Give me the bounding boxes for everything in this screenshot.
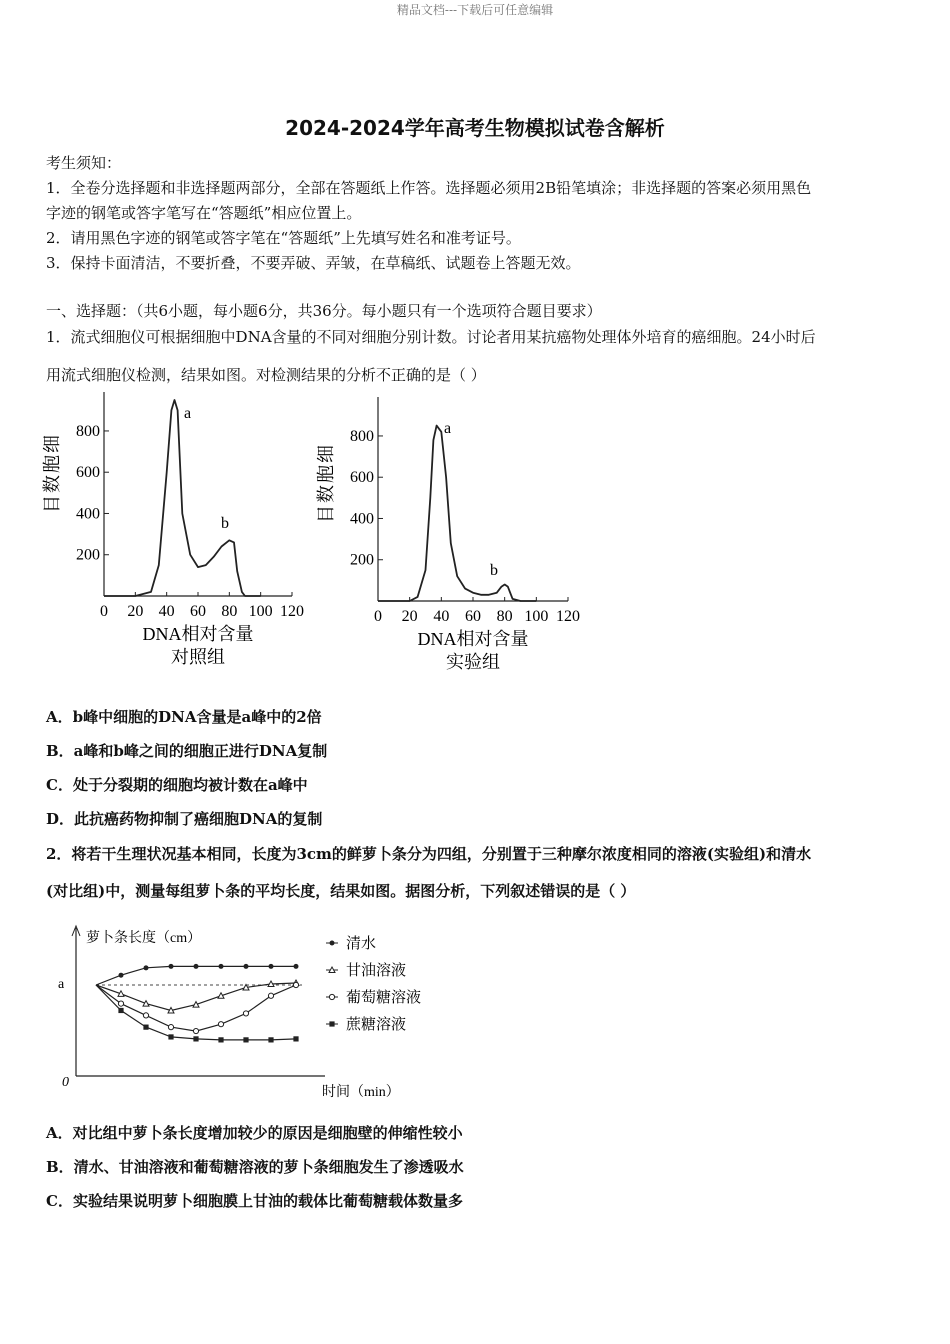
data-point — [143, 1025, 148, 1030]
q2-option-b: B．清水、甘油溶液和葡萄糖溶液的萝卜条细胞发生了渗透吸水 — [46, 1158, 464, 1176]
data-point — [243, 1037, 248, 1042]
x-tick-label: 100 — [248, 603, 273, 620]
section-heading: 一、选择题：（共6小题，每小题6分，共36分。每小题只有一个选项符合题目要求） — [46, 302, 602, 320]
q1-option-b: B．a峰和b峰之间的细胞正进行DNA复制 — [46, 742, 328, 760]
peak-label-a: a — [184, 405, 192, 422]
y-axis-label-char: 数 — [316, 485, 336, 503]
y-tick-label: 600 — [350, 469, 374, 487]
x-axis-label: DNA相对含量 — [142, 624, 254, 644]
data-point — [218, 1022, 223, 1027]
q2-stem: (对比组)中，测量每组萝卜条的平均长度，结果如图。据图分析，下列叙述错误的是（ ） — [46, 882, 636, 900]
legend-marker — [330, 941, 335, 946]
data-point — [268, 993, 273, 998]
x-tick-label: 60 — [465, 608, 481, 625]
x-tick-label: 120 — [280, 603, 304, 620]
y-tick-label: 800 — [76, 422, 100, 440]
x-tick-label: 40 — [158, 603, 175, 620]
data-curve — [378, 426, 536, 601]
q1-charts — [40, 388, 600, 678]
legend-label: 清水 — [346, 936, 377, 952]
y-axis-label: 萝卜条长度（cm） — [86, 931, 202, 946]
notice-item: 1．全卷分选择题和非选择题两部分，全部在答题纸上作答。选择题必须用2B铅笔填涂；非选择题的答案必须用黑色 — [46, 179, 812, 197]
legend-label: 葡萄糖溶液 — [346, 990, 422, 1006]
data-point — [194, 964, 199, 969]
x-tick-label: 0 — [100, 603, 108, 620]
data-point — [219, 964, 224, 969]
chart-title: 对照组 — [171, 647, 225, 667]
q1-option-a: A．b峰中细胞的DNA含量是a峰中的2倍 — [46, 708, 322, 726]
series-line — [96, 966, 296, 985]
q2-option-a: A．对比组中萝卜条长度增加较少的原因是细胞壁的伸缩性较小 — [46, 1124, 463, 1142]
data-point — [294, 964, 299, 969]
x-tick-label: 120 — [556, 608, 580, 625]
x-tick-label: 20 — [401, 608, 418, 625]
chart-title: 实验组 — [446, 652, 500, 672]
x-axis-label: 时间（min） — [322, 1085, 400, 1100]
data-curve — [104, 400, 261, 596]
series-line — [96, 985, 296, 1031]
chart-experiment — [316, 397, 580, 672]
y-tick-label: 600 — [76, 464, 100, 482]
q2-chart — [40, 918, 440, 1108]
y-axis-label-char: 目 — [316, 505, 336, 523]
data-point — [119, 973, 124, 978]
chart-control — [42, 392, 304, 667]
legend-label: 蔗糖溶液 — [346, 1017, 407, 1033]
y-axis-label-char: 细 — [316, 445, 336, 463]
data-point — [218, 1037, 223, 1042]
x-tick-label: 80 — [221, 603, 238, 620]
data-point — [169, 964, 174, 969]
data-point — [269, 964, 274, 969]
y-axis-label-char: 数 — [42, 475, 62, 493]
x-axis-label: DNA相对含量 — [417, 629, 529, 649]
data-point — [293, 982, 298, 987]
peak-label-b: b — [221, 515, 229, 532]
legend-label: 甘油溶液 — [346, 963, 407, 979]
data-point — [168, 1034, 173, 1039]
y-tick-label: 400 — [76, 505, 100, 523]
data-point — [293, 1036, 298, 1041]
legend-marker — [329, 1021, 334, 1026]
peak-label-a: a — [444, 420, 452, 437]
data-point — [118, 1008, 123, 1013]
q1-option-c: C．处于分裂期的细胞均被计数在a峰中 — [46, 776, 308, 794]
notice-heading: 考生须知： — [46, 154, 122, 172]
y-tick-label: 200 — [76, 546, 100, 564]
x-tick-label: 40 — [433, 608, 450, 625]
peak-label-b: b — [490, 562, 498, 579]
y-axis-label-char: 胞 — [42, 455, 62, 473]
x-tick-label: 20 — [127, 603, 144, 620]
data-point — [193, 1028, 198, 1033]
q1-option-d: D．此抗癌药物抑制了癌细胞DNA的复制 — [46, 810, 323, 828]
y-tick-label: 800 — [350, 427, 374, 445]
origin-label: 0 — [62, 1075, 69, 1090]
data-point — [168, 1025, 173, 1030]
data-point — [243, 1011, 248, 1016]
notice-item: 3．保持卡面清洁，不要折叠，不要弄破、弄皱，在草稿纸、试题卷上答题无效。 — [46, 254, 581, 272]
legend-marker — [329, 994, 334, 999]
y-ref-label: a — [58, 977, 65, 992]
notice-item: 字迹的钢笔或答字笔写在“答题纸”相应位置上。 — [46, 204, 362, 222]
data-point — [143, 1013, 148, 1018]
page-title: 2024-2024学年高考生物模拟试卷含解析 — [285, 116, 665, 140]
y-tick-label: 200 — [350, 551, 374, 569]
y-axis-label-char: 目 — [42, 495, 62, 513]
data-point — [268, 1037, 273, 1042]
data-point — [244, 964, 249, 969]
header-note: 精品文档---下载后可任意编辑 — [396, 3, 554, 17]
q2-stem: 2．将若干生理状况基本相同，长度为3cm的鲜萝卜条分为四组，分别置于三种摩尔浓度相同的溶液(实验组)和清水 — [46, 845, 812, 863]
q1-stem: 用流式细胞仪检测，结果如图。对检测结果的分析不正确的是（ ） — [46, 366, 486, 384]
q1-stem: 1．流式细胞仪可根据细胞中DNA含量的不同对细胞分别计数。讨论者用某抗癌物处理体外培育的癌细胞。24小时后 — [46, 328, 816, 346]
data-point — [118, 1001, 123, 1006]
data-point — [144, 965, 149, 970]
data-point — [193, 1036, 198, 1041]
y-axis-label-char: 胞 — [316, 465, 336, 483]
notice-item: 2．请用黑色字迹的钢笔或答字笔在“答题纸”上先填写姓名和准考证号。 — [46, 229, 521, 247]
y-axis-label-char: 细 — [42, 435, 62, 453]
x-tick-label: 80 — [496, 608, 513, 625]
y-tick-label: 400 — [350, 510, 374, 528]
x-tick-label: 0 — [374, 608, 382, 625]
x-tick-label: 60 — [190, 603, 206, 620]
x-tick-label: 100 — [524, 608, 549, 625]
q2-option-c: C．实验结果说明萝卜细胞膜上甘油的载体比葡萄糖载体数量多 — [46, 1192, 463, 1210]
